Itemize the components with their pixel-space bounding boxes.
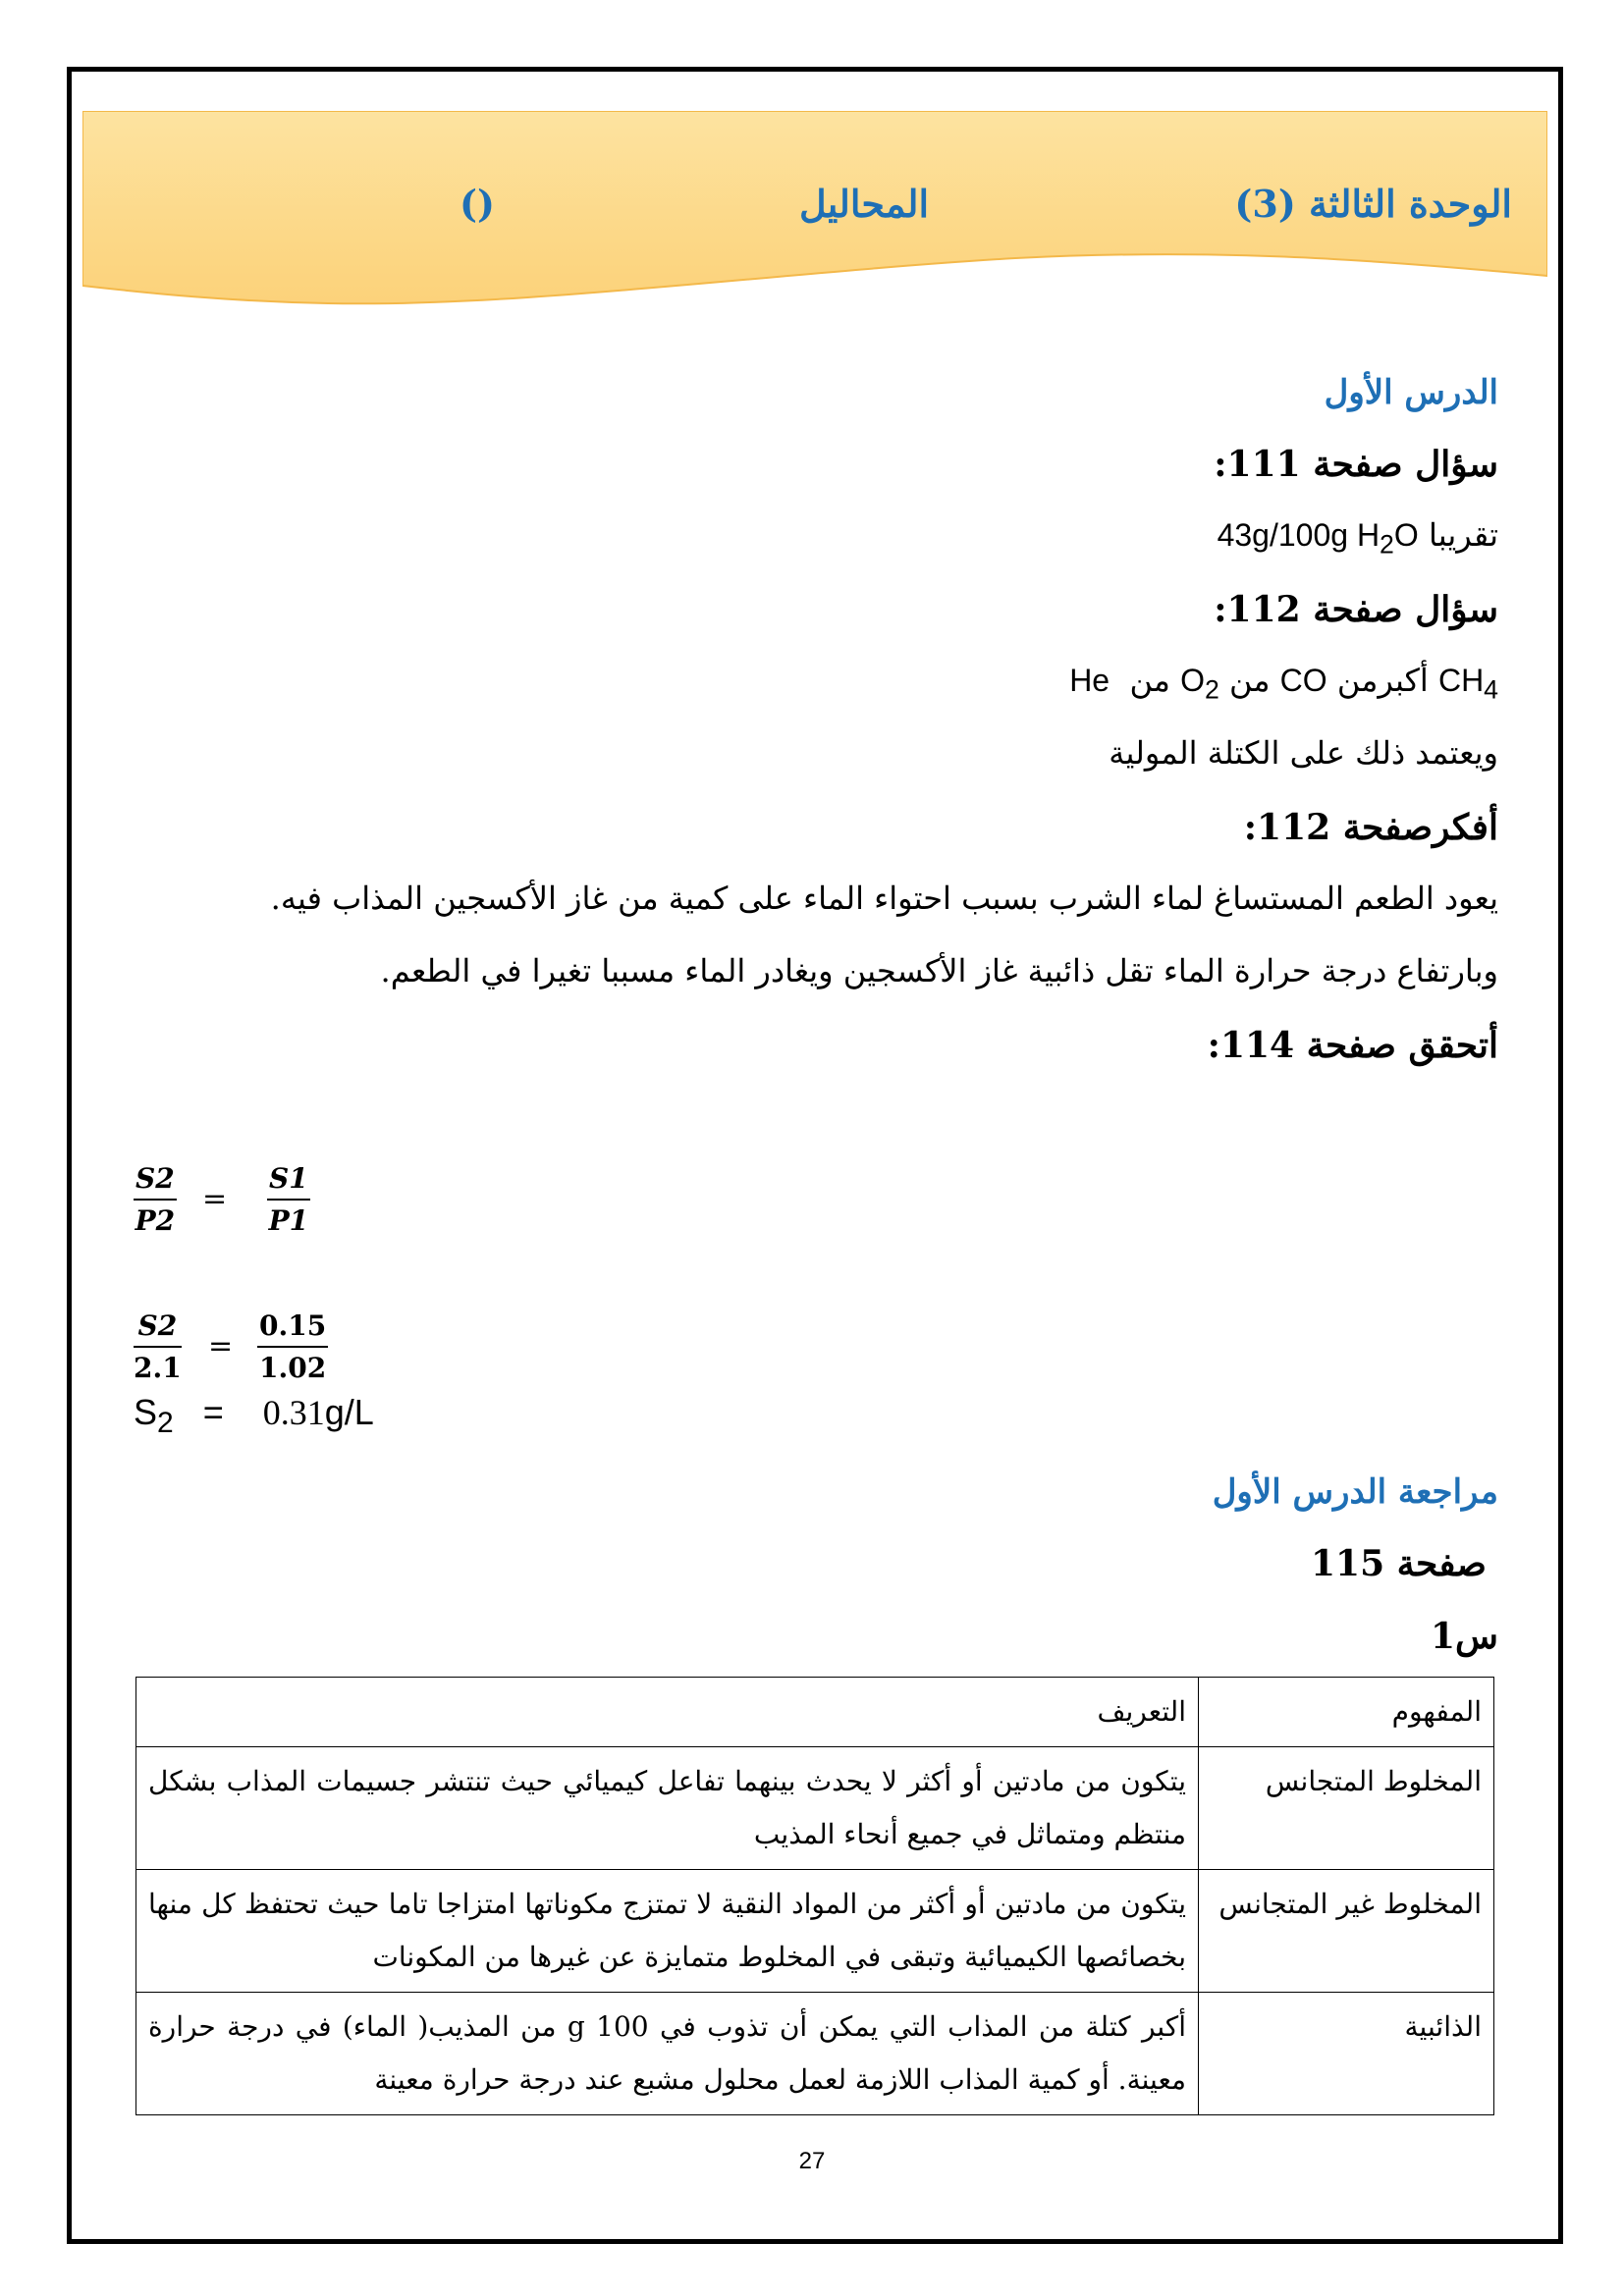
eq1-lhs-den: P2 (135, 1204, 176, 1237)
eq2-rhs-fraction (257, 1309, 328, 1384)
ch4-formula (1437, 663, 1498, 705)
lesson-title: الدرس الأول (1324, 373, 1498, 412)
table-row (136, 1747, 1494, 1870)
check114-heading: أتحقق صفحة 114: (1207, 1025, 1498, 1066)
unit-parens: () (460, 182, 495, 226)
table-header-row (136, 1678, 1494, 1747)
q112-line1 (1069, 662, 1498, 705)
eq2-lhs-num: S2 (134, 1309, 182, 1348)
think112-heading: أفكرصفحة 112: (1243, 807, 1498, 848)
eq2-rhs-num: 0.15 (257, 1309, 328, 1348)
q111-value (1217, 517, 1419, 560)
q112-text-a: أكبرمن (1326, 662, 1438, 699)
row3-definition: أكبر كتلة من المذاب التي يمكن أن تذوب في 100 g من المذيب( الماء) في درجة حرارة معينة. أو كمية المذاب اللازمة لعمل محلول مشبع عند درجة حرارة معينة (136, 1993, 1199, 2115)
result-unit: g/L (324, 1392, 374, 1432)
eq1-rhs-num: S1 (267, 1162, 310, 1201)
table-row (136, 1870, 1494, 1993)
eq1-lhs-fraction (134, 1162, 177, 1237)
row2-definition: يتكون من مادتين أو أكثر من المواد النقية لا تمتزج مكوناتها امتزاجا تاما حيث تحتفظ كل منها بخصائصها الكيميائية وتبقى في المخلوط متمايزة عن غيرها من المكونات (136, 1870, 1199, 1993)
q112-heading: سؤال صفحة 112: (1214, 589, 1498, 630)
think112-line1: يعود الطعم المستساغ لماء الشرب بسبب احتواء الماء على كمية من غاز الأكسجين المذاب فيه. (270, 880, 1498, 917)
result-value: 0.31 (262, 1393, 325, 1432)
unit-topic: المحاليل (799, 182, 930, 226)
result-var: S (134, 1392, 158, 1432)
result-var-sub: 2 (157, 1407, 174, 1440)
eq1-lhs-num: S2 (134, 1162, 177, 1201)
q111-heading: سؤال صفحة 111: (1214, 444, 1498, 485)
q112-text-b: من (1218, 662, 1280, 699)
o-text: O (1180, 663, 1205, 698)
eq2-rhs-den: 1.02 (259, 1352, 327, 1384)
eq1-rhs-den: P1 (268, 1204, 309, 1237)
q111-prefix: تقريبا (1428, 516, 1498, 554)
q111-sub: 2 (1380, 529, 1394, 560)
he-formula: He (1069, 663, 1110, 698)
q111-answer (1218, 516, 1498, 560)
page-number: 27 (798, 2148, 826, 2174)
think112-line2: وبارتفاع درجة حرارة الماء تقل ذائبية غاز الأكسجين ويغادر الماء مسببا تغيرا في الطعم. (380, 952, 1498, 989)
row1-definition: يتكون من مادتين أو أكثر لا يحدث بينهما تفاعل كيميائي حيث تنتشر جسيمات المذاب بشكل منتظم ومتماثل في جميع أنحاء المذيب (136, 1747, 1199, 1870)
o2-formula (1180, 663, 1219, 705)
eq2-equals: = (208, 1329, 234, 1363)
ch-sub: 4 (1484, 674, 1498, 705)
eq1-equals: = (202, 1182, 228, 1216)
q111-value-text: 43g/100g H (1217, 517, 1380, 553)
review-title: مراجعة الدرس الأول (1212, 1472, 1498, 1512)
unit-title: الوحدة الثالثة (3) (1234, 182, 1512, 226)
row3-concept: الذائبية (1199, 1993, 1494, 2115)
eq2-lhs-den: 2.1 (134, 1352, 182, 1384)
header-concept: المفهوم (1199, 1678, 1494, 1747)
row2-concept: المخلوط غير المتجانس (1199, 1870, 1494, 1993)
ch-text: CH (1437, 663, 1485, 698)
definitions-table (135, 1677, 1494, 2115)
result-equals: = (202, 1392, 224, 1432)
result-equation (134, 1392, 374, 1440)
unit-banner (82, 111, 1547, 313)
eq1-rhs-fraction (267, 1162, 310, 1237)
q111-suffix: O (1393, 517, 1419, 553)
table-row (136, 1993, 1494, 2115)
review-page: صفحة 115 (1310, 1543, 1487, 1584)
q112-text-c: من (1119, 662, 1181, 699)
review-question: س1 (1430, 1616, 1498, 1657)
eq2-lhs-fraction (134, 1309, 182, 1384)
row1-concept: المخلوط المتجانس (1199, 1747, 1494, 1870)
header-definition: التعريف (136, 1678, 1199, 1747)
o-sub: 2 (1205, 674, 1219, 705)
q112-line2: ويعتمد ذلك على الكتلة المولية (1109, 734, 1498, 772)
co-formula: CO (1279, 663, 1327, 698)
